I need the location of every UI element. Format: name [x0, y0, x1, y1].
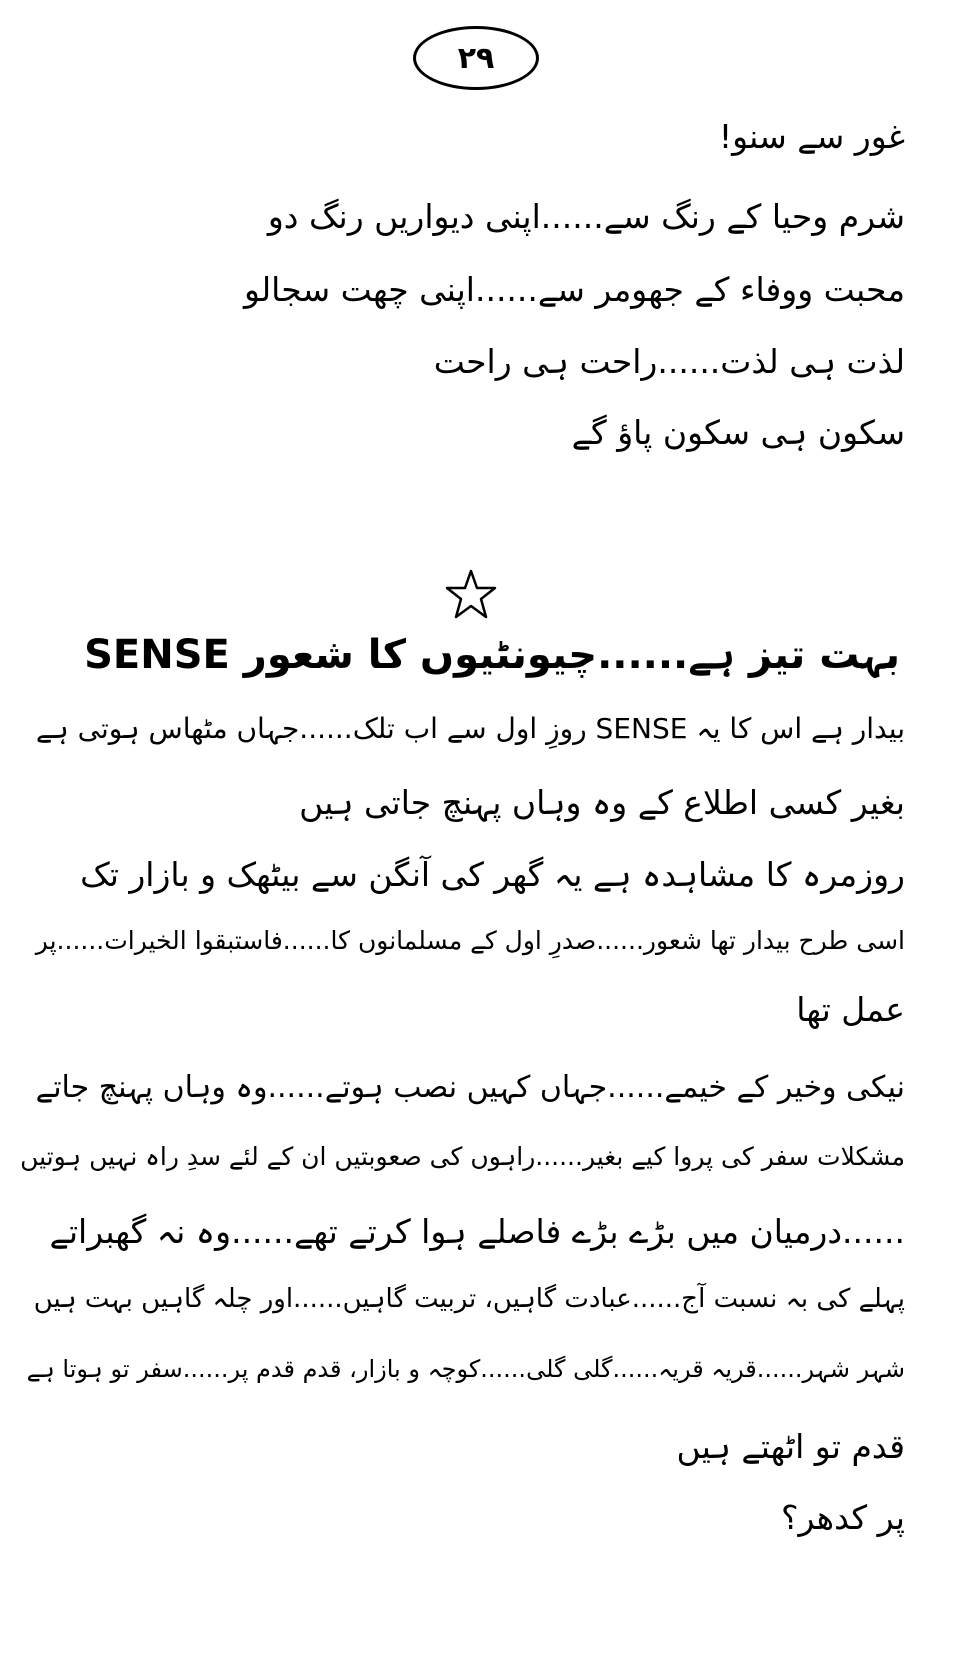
body-line-10: شہر شہر......قریہ قریہ......گلی گلی......کوچہ و بازار، قدم قدم پر......سفر تو ہوتا ہے	[26, 1355, 905, 1383]
body-line-12: پر کدھر؟	[780, 1498, 905, 1537]
body-line-4: اسی طرح بیدار تھا شعور......صدرِ اول کے مسلمانوں کا......فاستبقوا الخیرات......پر	[35, 926, 905, 955]
body-line-9: پہلے کی بہ نسبت آج......عبادت گاہیں، تربیت گاہیں......اور چلہ گاہیں بہت ہیں	[33, 1284, 905, 1314]
poem-line-2: شرم وحیا کے رنگ سے......اپنی دیواریں رنگ دو	[267, 197, 905, 236]
body-line-1: بیدار ہے اس کا یہ SENSE روزِ اول سے اب تلک......جہاں مٹھاس ہوتی ہے	[35, 712, 905, 745]
poem-line-1: غور سے سنو!	[718, 117, 905, 156]
body-line-11: قدم تو اٹھتے ہیں	[676, 1427, 905, 1466]
body-line-5: عمل تھا	[796, 990, 905, 1029]
body-line-2: بغیر کسی اطلاع کے وہ وہاں پہنچ جاتی ہیں	[299, 783, 905, 822]
body-line-6: نیکی وخیر کے خیمے......جہاں کہیں نصب ہوتے......وہ وہاں پہنچ جاتے	[35, 1070, 905, 1105]
poem-line-4: لذت ہی لذت......راحت ہی راحت	[433, 342, 905, 381]
poem-line-3: محبت ووفاء کے جھومر سے......اپنی چھت سجالو	[244, 270, 905, 309]
page-number	[413, 26, 539, 90]
section-heading: بہت تیز ہے......چیونٹیوں کا شعور SENSE	[84, 632, 900, 678]
body-line-8: ......درمیان میں بڑے بڑے فاصلے ہوا کرتے تھے......وہ نہ گھبراتے	[49, 1212, 905, 1251]
star-outline-icon	[445, 568, 497, 620]
page-number-text: ۲۹	[457, 40, 495, 76]
body-line-7: مشکلات سفر کی پروا کیے بغیر......راہوں کی صعوبتیں ان کے لئے سدِ راہ نہیں ہوتیں	[20, 1142, 905, 1171]
poem-line-5: سکون ہی سکون پاؤ گے	[571, 413, 905, 452]
body-line-3: روزمرہ کا مشاہدہ ہے یہ گھر کی آنگن سے بیٹھک و بازار تک	[80, 855, 905, 894]
